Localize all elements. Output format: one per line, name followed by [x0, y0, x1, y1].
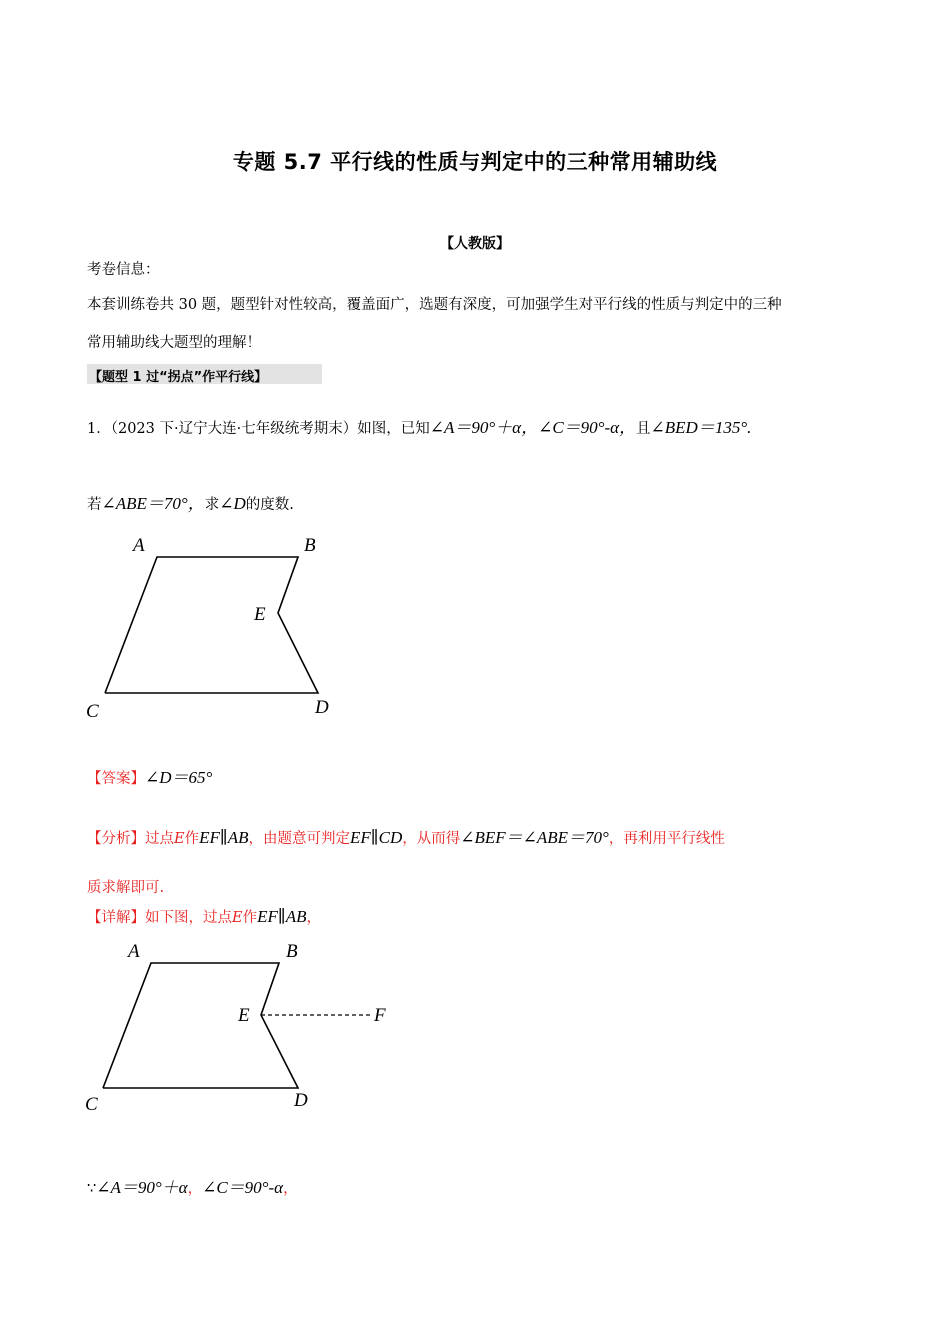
figure-1 [86, 535, 329, 722]
figure-2-label-c: C [85, 1094, 98, 1115]
because-angle-a: ∠A＝90°＋α [96, 1178, 188, 1197]
analysis-ef-parallel-cd: EF∥CD [349, 828, 403, 847]
figure-1-label-e: E [254, 604, 266, 625]
detail-text-1: 如下图，过点 [145, 910, 232, 926]
detail-point-e: E [232, 910, 243, 926]
figure-2-label-e: E [238, 1005, 250, 1026]
figure-2-label-f: F [374, 1005, 386, 1026]
condition-angle-c: ∠C＝90°-α， [538, 418, 637, 437]
analysis-text-5: ，再利用平行线性 [608, 831, 725, 847]
condition-angle-abe: ∠ABE＝70°， [101, 494, 205, 513]
detail-line [87, 906, 321, 927]
question-source: （2023 下·辽宁大连·七年级统考期末）如图，已知 [110, 421, 430, 437]
detail-text-3: ， [306, 910, 321, 926]
figure-2-label-a: A [128, 941, 140, 962]
detail-text-2: 作 [242, 910, 258, 926]
detail-tag: 【详解】 [87, 910, 145, 926]
analysis-text-4: ，从而得 [402, 831, 461, 847]
question-number: 1． [87, 421, 111, 437]
analysis-ef-parallel-ab: EF∥AB [199, 828, 249, 847]
analysis-text-2: 作 [184, 831, 200, 847]
analysis-text-1: 过点 [145, 831, 174, 847]
figure-2-label-d: D [294, 1090, 308, 1111]
condition-angle-a: ∠A＝90°＋α， [429, 418, 539, 437]
asked-angle-d: ∠D [219, 494, 246, 513]
intro-label: 考卷信息： [87, 262, 160, 278]
figure-1-label-b: B [304, 535, 316, 556]
question-ask: 求 [204, 497, 220, 513]
because-separator: ， [187, 1181, 203, 1197]
intro-line-2: 常用辅助线大题型的理解！ [87, 335, 261, 351]
question-conjunction: 且 [636, 421, 651, 437]
analysis-angle-equation: ∠BEF＝∠ABE＝70° [460, 828, 609, 847]
analysis-tag: 【分析】 [87, 831, 145, 847]
question-suffix: 的度数. [245, 497, 294, 513]
analysis-line-1 [87, 823, 725, 848]
condition-angle-bed: ∠BED＝135°. [650, 418, 752, 437]
answer-tag: 【答案】 [87, 771, 145, 787]
figure-1-label-c: C [86, 701, 99, 722]
answer-line [87, 763, 212, 788]
because-line [87, 1173, 298, 1198]
analysis-point-e: E [174, 831, 185, 847]
figure-1-outline [105, 557, 318, 693]
because-angle-c: ∠C＝90°-α [202, 1178, 284, 1197]
figure-1-label-a: A [133, 535, 145, 556]
analysis-text-3: ，由题意可判定 [248, 831, 350, 847]
detail-ef-parallel-ab: EF∥AB [257, 907, 307, 926]
because-end: ， [283, 1181, 298, 1197]
question-if: 若 [87, 497, 102, 513]
figure-2-label-b: B [286, 941, 298, 962]
figure-2-outline [103, 963, 298, 1088]
answer-value: ∠D＝65° [145, 768, 213, 787]
edition-label: 【人教版】 [440, 236, 510, 252]
figure-2 [85, 941, 386, 1115]
figure-1-label-d: D [315, 697, 329, 718]
because-symbol: ∵ [87, 1181, 97, 1197]
analysis-line-2: 质求解即可. [87, 880, 165, 896]
section-header: 【题型 1 过“拐点”作平行线】 [89, 370, 268, 385]
page-title: 专题 5.7 平行线的性质与判定中的三种常用辅助线 [232, 150, 718, 174]
intro-line-1: 本套训练卷共 30 题，题型针对性较高，覆盖面广，选题有深度，可加强学生对平行线的性质与判定中的三种 [87, 297, 782, 313]
